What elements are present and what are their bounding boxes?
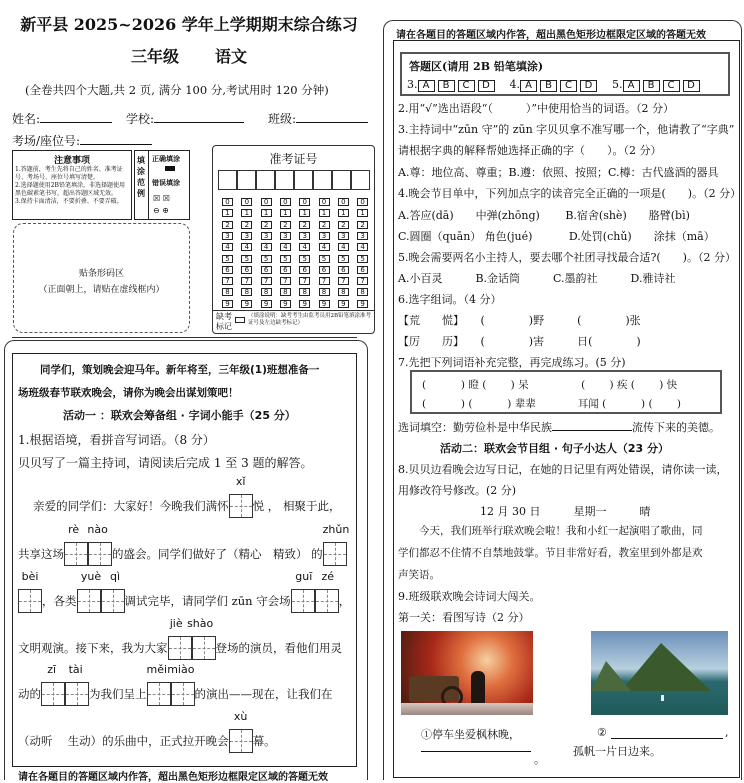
question-1: 1.根据语境，看拼音写词语。（8 分） bbox=[18, 433, 215, 447]
notice-item: 2.选择题使用2B铅笔填涂，非选择题使用黑色碳素笔书写，超出答题区域无效。 bbox=[15, 182, 125, 197]
pinyin-label bbox=[147, 663, 195, 676]
digit-bubble-0[interactable]: 0 bbox=[319, 198, 330, 206]
wrong-fill-marks: ☒ ☒ ⊖ ⊕ bbox=[153, 194, 170, 215]
question-line: C.圆圈（quān） 角色(jué) D.处罚(chǔ) 涂抹（mā） bbox=[398, 230, 715, 243]
digit-bubble-7[interactable]: 7 bbox=[280, 277, 291, 285]
exam-id-digit-input[interactable] bbox=[256, 170, 275, 190]
option-bubble-A[interactable]: A bbox=[623, 80, 640, 92]
pinyin-writing-boxes[interactable] bbox=[18, 570, 42, 613]
notice-title: 注意事项 bbox=[53, 156, 90, 166]
digit-bubble-1[interactable]: 1 bbox=[241, 209, 252, 217]
digit-bubble-9[interactable]: 9 bbox=[319, 300, 330, 308]
pinyin-writing-boxes[interactable] bbox=[291, 570, 339, 613]
exam-info: (全卷共四个大题,共 2 页, 满分 100 分,考试用时 120 分钟) bbox=[25, 83, 329, 97]
passage-line bbox=[18, 523, 350, 566]
question-line: 7.先把下列词语补充完整，再完成练习。(5 分) bbox=[398, 356, 626, 369]
pinyin: jiè bbox=[169, 617, 183, 630]
seat-label: 考场/座位号: bbox=[12, 134, 81, 148]
digit-bubble-2[interactable]: 2 bbox=[241, 221, 252, 229]
pinyin-label bbox=[322, 523, 350, 536]
exam-id-digit-input[interactable] bbox=[313, 170, 332, 190]
activity-one-heading: 活动一 ：联欢会筹备组 · 字词小能手（25 分） bbox=[63, 409, 296, 422]
pinyin: xù bbox=[233, 710, 248, 723]
option-bubble-A[interactable]: A bbox=[520, 80, 537, 92]
exam-id-title: 准考证号 bbox=[269, 152, 318, 166]
character-box[interactable] bbox=[291, 589, 315, 613]
passage-line bbox=[18, 570, 351, 613]
question-9-part-1: 第一关：看图写诗（2 分） bbox=[398, 611, 530, 624]
fill-suffix: 流传下来的美德。 bbox=[632, 421, 720, 434]
digit-bubble-4[interactable]: 4 bbox=[280, 243, 291, 251]
digit-bubble-8[interactable]: 8 bbox=[299, 288, 310, 296]
answer-sheet-title: 答题区(请用 2B 铅笔填涂) bbox=[409, 60, 544, 73]
character-box[interactable] bbox=[229, 494, 253, 518]
correct-fill-mark bbox=[165, 166, 175, 171]
digit-bubble-3[interactable]: 3 bbox=[280, 232, 291, 240]
digit-bubble-4[interactable]: 4 bbox=[338, 243, 349, 251]
correct-fill-label: 正确填涂 bbox=[152, 154, 180, 163]
pinyin-writing-boxes[interactable] bbox=[41, 663, 89, 706]
option-bubble-B[interactable]: B bbox=[438, 80, 455, 92]
digit-bubble-7[interactable]: 7 bbox=[299, 277, 310, 285]
character-box[interactable] bbox=[229, 729, 253, 753]
pinyin-label bbox=[77, 570, 125, 583]
exam-id-digit-input[interactable] bbox=[351, 170, 370, 190]
question-line: 【厉 历】 ( )害 日( ) bbox=[398, 335, 641, 348]
pinyin: shào bbox=[187, 617, 214, 630]
passage-text: 文明观演。接下来，我为大家 bbox=[18, 641, 168, 655]
character-box[interactable] bbox=[101, 589, 125, 613]
pinyin-writing-boxes[interactable] bbox=[77, 570, 125, 613]
digit-bubble-9[interactable]: 9 bbox=[241, 300, 252, 308]
digit-bubble-7[interactable]: 7 bbox=[319, 277, 330, 285]
idiom-box bbox=[410, 370, 722, 414]
digit-bubble-5[interactable]: 5 bbox=[319, 255, 330, 263]
pinyin: rè bbox=[68, 523, 80, 536]
diary-line: 今天，我们班举行联欢晚会啦！我和小红一起演唱了歌曲，同 bbox=[398, 525, 703, 537]
poem-2-number: ② bbox=[597, 726, 607, 739]
absent-label: 缺考标记 bbox=[216, 312, 232, 331]
option-bubble-B[interactable]: B bbox=[643, 80, 660, 92]
pinyin-writing-boxes[interactable] bbox=[322, 523, 350, 566]
poem-2-blank[interactable] bbox=[611, 738, 723, 739]
digit-bubble-6[interactable]: 6 bbox=[222, 266, 233, 274]
digit-bubble-7[interactable]: 7 bbox=[241, 277, 252, 285]
question-line: 3.主持词中“zūn 守”的 zūn 字贝贝拿不准写哪一个，他请教了“字典” bbox=[398, 123, 735, 136]
digit-bubble-9[interactable]: 9 bbox=[280, 300, 291, 308]
exam-id-digit-input[interactable] bbox=[294, 170, 313, 190]
answer-row bbox=[510, 78, 601, 92]
digit-bubble-1[interactable]: 1 bbox=[222, 209, 233, 217]
left-footer-notice: 请在各题目的答题区域内作答，超出黑色矩形边框限定区域的答题无效 bbox=[18, 772, 328, 783]
question-line: A.尊：地位高、尊重；B.遵：依照、按照；C.樽：古代盛酒的器具 bbox=[398, 166, 719, 179]
question-8-cont: 用修改符号修改。(2 分) bbox=[398, 484, 517, 497]
digit-bubble-4[interactable]: 4 bbox=[241, 243, 252, 251]
digit-bubble-2[interactable]: 2 bbox=[299, 221, 310, 229]
digit-bubble-5[interactable]: 5 bbox=[261, 255, 272, 263]
notice-item: 3.保持卡面清洁，不要折叠、不要弄破。 bbox=[15, 198, 123, 205]
digit-bubble-5[interactable]: 5 bbox=[299, 255, 310, 263]
grade: 三年级 bbox=[130, 47, 179, 66]
pinyin-label bbox=[291, 570, 339, 583]
character-box[interactable] bbox=[64, 542, 88, 566]
fill-blank[interactable] bbox=[552, 418, 632, 431]
passage-line bbox=[18, 663, 333, 706]
digit-bubble-4[interactable]: 4 bbox=[222, 243, 233, 251]
question-8: 8.贝贝边看晚会边写日记，在她的日记里有两处错误，请你读一读， bbox=[398, 463, 728, 476]
fill-example-box bbox=[134, 150, 190, 220]
diary-line: 声笑语。 bbox=[398, 569, 440, 581]
digit-bubble-5[interactable]: 5 bbox=[280, 255, 291, 263]
digit-bubble-2[interactable]: 2 bbox=[338, 221, 349, 229]
fill-example-label: 填涂范例 bbox=[135, 151, 149, 219]
passage-line bbox=[18, 475, 341, 518]
digit-bubble-5[interactable]: 5 bbox=[222, 255, 233, 263]
character-box[interactable] bbox=[315, 589, 339, 613]
digit-bubble-8[interactable]: 8 bbox=[319, 288, 330, 296]
digit-bubble-3[interactable]: 3 bbox=[261, 232, 272, 240]
name-label: 姓名: bbox=[12, 112, 41, 126]
idiom-row: ( ) 瞪 ( ) 呆 ( ) 疾 ( ) 快 bbox=[422, 379, 678, 391]
digit-bubble-0[interactable]: 0 bbox=[338, 198, 349, 206]
character-box[interactable] bbox=[168, 636, 192, 660]
digit-bubble-6[interactable]: 6 bbox=[357, 266, 368, 274]
character-box[interactable] bbox=[77, 589, 101, 613]
digit-bubble-8[interactable]: 8 bbox=[222, 288, 233, 296]
digit-bubble-4[interactable]: 4 bbox=[319, 243, 330, 251]
digit-bubble-1[interactable]: 1 bbox=[261, 209, 272, 217]
diary-line: 学们都忍不住情不自禁地鼓掌。节目非常好看，教室里到外都是欢 bbox=[398, 547, 703, 559]
option-bubble-C[interactable]: C bbox=[458, 80, 475, 92]
maple-forest-cart-image bbox=[401, 631, 533, 715]
digit-bubble-0[interactable]: 0 bbox=[280, 198, 291, 206]
digit-bubble-9[interactable]: 9 bbox=[222, 300, 233, 308]
name-field[interactable] bbox=[12, 110, 112, 127]
passage-line bbox=[18, 710, 276, 753]
character-box[interactable] bbox=[41, 682, 65, 706]
wrong-fill-label: 错误填涂 bbox=[152, 178, 180, 187]
pinyin-writing-boxes[interactable] bbox=[229, 710, 253, 753]
barcode-note: （正面朝上，请贴在虚线框内） bbox=[38, 285, 165, 295]
answer-question-number: 3. bbox=[407, 78, 418, 91]
grade-subject bbox=[0, 44, 378, 67]
diary-date: 12 月 30 日 星期一 晴 bbox=[480, 505, 651, 518]
digit-bubble-5[interactable]: 5 bbox=[357, 255, 368, 263]
idiom-row: ( ) ( ) 辈辈 耳闻 ( ) ( ) bbox=[422, 398, 681, 410]
class-label: 班级: bbox=[268, 112, 297, 126]
pinyin: zé bbox=[321, 570, 335, 583]
digit-bubble-3[interactable]: 3 bbox=[222, 232, 233, 240]
poem-1-line-1: ①停车坐爱枫林晚， bbox=[421, 728, 520, 741]
question-line: A.小百灵 B.金话筒 C.墨韵社 D.雅诗社 bbox=[398, 272, 676, 285]
seat-field[interactable] bbox=[12, 132, 152, 149]
answer-row bbox=[612, 78, 703, 92]
intro-line: 同学们，策划晚会迎马年。新年将至，三年级(1)班想准备一 bbox=[40, 364, 320, 376]
answer-sheet-box bbox=[400, 52, 730, 96]
question-line: 【荒 慌】 ( )野 ( )张 bbox=[398, 314, 641, 327]
exam-id-digit-input[interactable] bbox=[237, 170, 256, 190]
question-line: 请根据字典的解释帮她选择正确的字（ ）。（2 分） bbox=[398, 144, 662, 157]
pinyin-writing-boxes[interactable] bbox=[64, 523, 112, 566]
question-9: 9.班级联欢晚会诗词大闯关。 bbox=[398, 590, 541, 603]
passage-text: 的盛会。同学们做好了（精心 精致） 的 bbox=[112, 547, 323, 561]
character-box[interactable] bbox=[147, 682, 171, 706]
question-line: 5.晚会需要两名小主持人，要去哪个社团寻找最合适?( )。（2 分） bbox=[398, 251, 736, 264]
digit-bubble-6[interactable]: 6 bbox=[338, 266, 349, 274]
digit-bubble-1[interactable]: 1 bbox=[338, 209, 349, 217]
pinyin-writing-boxes[interactable] bbox=[146, 663, 195, 706]
option-bubble-A[interactable]: A bbox=[418, 80, 435, 92]
passage-text: 共享这场 bbox=[18, 547, 64, 561]
character-box[interactable] bbox=[88, 542, 112, 566]
digit-bubble-6[interactable]: 6 bbox=[280, 266, 291, 274]
pinyin: yuè bbox=[80, 570, 102, 583]
passage-text: 的演出——现在，让我们在 bbox=[194, 687, 333, 701]
digit-bubble-7[interactable]: 7 bbox=[222, 277, 233, 285]
digit-bubble-2[interactable]: 2 bbox=[280, 221, 291, 229]
pinyin: qì bbox=[110, 570, 121, 583]
option-bubble-D[interactable]: D bbox=[478, 80, 495, 92]
pinyin-label bbox=[41, 663, 89, 676]
character-box[interactable] bbox=[18, 589, 42, 613]
option-bubble-B[interactable]: B bbox=[540, 80, 557, 92]
pinyin: měi bbox=[146, 663, 168, 676]
character-box[interactable] bbox=[171, 682, 195, 706]
digit-bubble-4[interactable]: 4 bbox=[299, 243, 310, 251]
digit-bubble-1[interactable]: 1 bbox=[299, 209, 310, 217]
exam-id-digit-input[interactable] bbox=[218, 170, 237, 190]
digit-bubble-2[interactable]: 2 bbox=[357, 221, 368, 229]
exam-id-digit-input[interactable] bbox=[275, 170, 294, 190]
pinyin-label bbox=[229, 710, 253, 723]
exam-title: 新平县 2025~2026 学年上学期期末综合练习 bbox=[20, 15, 358, 34]
pinyin: miào bbox=[167, 663, 195, 676]
passage-text: 幕。 bbox=[252, 734, 276, 748]
digit-bubble-3[interactable]: 3 bbox=[338, 232, 349, 240]
intro-line: 场班级春节联欢晚会，请你为晚会出谋划策吧！ bbox=[18, 387, 239, 399]
digit-bubble-3[interactable]: 3 bbox=[299, 232, 310, 240]
notice-box bbox=[12, 150, 132, 220]
passage-text: 为我们呈上 bbox=[89, 687, 147, 701]
pinyin: guī bbox=[295, 570, 313, 583]
question-line: 2.用“√”选出语段“（ ）”中使用恰当的词语。（2 分） bbox=[398, 102, 674, 115]
digit-bubble-8[interactable]: 8 bbox=[261, 288, 272, 296]
class-field[interactable] bbox=[268, 110, 368, 127]
pinyin-label bbox=[18, 570, 42, 583]
option-bubble-C[interactable]: C bbox=[663, 80, 680, 92]
digit-bubble-1[interactable]: 1 bbox=[319, 209, 330, 217]
digit-bubble-7[interactable]: 7 bbox=[338, 277, 349, 285]
character-box[interactable] bbox=[323, 542, 347, 566]
question-line: 4.晚会节目单中，下列加点字的读音完全正确的一项是( )。（2 分） bbox=[398, 187, 742, 200]
digit-bubble-9[interactable]: 9 bbox=[299, 300, 310, 308]
character-box[interactable] bbox=[192, 636, 216, 660]
digit-bubble-8[interactable]: 8 bbox=[280, 288, 291, 296]
digit-bubble-8[interactable]: 8 bbox=[338, 288, 349, 296]
pinyin-label bbox=[168, 617, 216, 630]
digit-bubble-8[interactable]: 8 bbox=[241, 288, 252, 296]
digit-bubble-1[interactable]: 1 bbox=[280, 209, 291, 217]
option-bubble-C[interactable]: C bbox=[560, 80, 577, 92]
digit-bubble-3[interactable]: 3 bbox=[241, 232, 252, 240]
digit-bubble-4[interactable]: 4 bbox=[261, 243, 272, 251]
passage-text: ， bbox=[338, 594, 351, 608]
river-mountain-sail-image bbox=[591, 631, 728, 715]
digit-bubble-5[interactable]: 5 bbox=[241, 255, 252, 263]
digit-bubble-0[interactable]: 0 bbox=[357, 198, 368, 206]
digit-bubble-0[interactable]: 0 bbox=[241, 198, 252, 206]
digit-bubble-2[interactable]: 2 bbox=[222, 221, 233, 229]
pinyin: nào bbox=[87, 523, 108, 536]
fill-word-question bbox=[398, 418, 720, 435]
answer-question-number: 4. bbox=[509, 78, 520, 91]
pinyin-label bbox=[229, 475, 253, 488]
poem-2-line-2: 孤帆一片日边来。 bbox=[573, 745, 661, 758]
question-1-note: 贝贝写了一篇主持词，请阅读后完成 1 至 3 题的解答。 bbox=[18, 456, 313, 470]
pinyin: zhǔn bbox=[322, 523, 350, 536]
right-header-notice: 请在各题目的答题区域内作答，超出黑色矩形边框限定区域的答题无效 bbox=[396, 30, 706, 41]
barcode-title: 贴条形码区 bbox=[78, 269, 124, 279]
pinyin-writing-boxes[interactable] bbox=[229, 475, 253, 518]
digit-bubble-3[interactable]: 3 bbox=[357, 232, 368, 240]
option-bubble-D[interactable]: D bbox=[580, 80, 597, 92]
question-line: 6.选字组词。（4 分） bbox=[398, 293, 502, 306]
barcode-area bbox=[13, 223, 190, 333]
exam-id-box bbox=[212, 145, 375, 334]
passage-text: 悦 ， 相聚于此， bbox=[252, 499, 341, 513]
passage-text: 亲爱的同学们：大家好！今晚我们满怀 bbox=[18, 499, 229, 513]
digit-bubble-9[interactable]: 9 bbox=[357, 300, 368, 308]
digit-bubble-6[interactable]: 6 bbox=[319, 266, 330, 274]
answer-row bbox=[407, 78, 498, 92]
digit-bubble-8[interactable]: 8 bbox=[357, 288, 368, 296]
passage-text: 动的 bbox=[18, 687, 41, 701]
exam-id-digit-input[interactable] bbox=[332, 170, 351, 190]
pinyin: zī bbox=[47, 663, 57, 676]
school-field[interactable] bbox=[126, 110, 244, 127]
notice-item: 1.答题前，考生先将自己的姓名、准考证号、考场号、座位号填写清楚。 bbox=[15, 166, 123, 181]
fill-prefix: 选词填空：勤劳俭朴是中华民族 bbox=[398, 421, 552, 434]
digit-bubble-9[interactable]: 9 bbox=[261, 300, 272, 308]
digit-bubble-6[interactable]: 6 bbox=[299, 266, 310, 274]
digit-bubble-0[interactable]: 0 bbox=[299, 198, 310, 206]
digit-bubble-0[interactable]: 0 bbox=[261, 198, 272, 206]
poem-1-blank[interactable] bbox=[421, 751, 531, 752]
passage-text: ，各类 bbox=[42, 594, 77, 608]
character-box[interactable] bbox=[65, 682, 89, 706]
digit-bubble-2[interactable]: 2 bbox=[261, 221, 272, 229]
pinyin: tài bbox=[68, 663, 83, 676]
school-label: 学校: bbox=[126, 112, 155, 126]
absent-note: （填涂说明：缺考考生由监考员用2B铅笔填涂准考证号及左边缺考标记） bbox=[248, 313, 372, 326]
digit-bubble-0[interactable]: 0 bbox=[222, 198, 233, 206]
answer-question-number: 5. bbox=[612, 78, 623, 91]
passage-text: 调试完毕，请同学们 zūn 守会场 bbox=[124, 594, 291, 608]
digit-bubble-9[interactable]: 9 bbox=[338, 300, 349, 308]
passage-text: 登场的演员，看他们用灵 bbox=[215, 641, 342, 655]
question-line: A.答应(dā) 中弹(zhōng) B.宿舍(shè) 胳臂(bì) bbox=[398, 209, 690, 222]
digit-bubble-4[interactable]: 4 bbox=[357, 243, 368, 251]
digit-bubble-6[interactable]: 6 bbox=[241, 266, 252, 274]
digit-bubble-7[interactable]: 7 bbox=[357, 277, 368, 285]
pinyin: xǐ bbox=[235, 475, 246, 488]
digit-bubble-7[interactable]: 7 bbox=[261, 277, 272, 285]
pinyin-label bbox=[64, 523, 112, 536]
digit-bubble-5[interactable]: 5 bbox=[338, 255, 349, 263]
passage-text: （动听 生动）的乐曲中，正式拉开晚会 bbox=[18, 734, 229, 748]
pinyin-writing-boxes[interactable] bbox=[168, 617, 216, 660]
passage-line bbox=[18, 617, 342, 660]
pinyin: bèi bbox=[21, 570, 39, 583]
absent-checkbox[interactable] bbox=[235, 317, 245, 323]
subject: 语文 bbox=[215, 47, 248, 66]
digit-bubble-2[interactable]: 2 bbox=[319, 221, 330, 229]
digit-bubble-6[interactable]: 6 bbox=[261, 266, 272, 274]
digit-bubble-1[interactable]: 1 bbox=[357, 209, 368, 217]
digit-bubble-3[interactable]: 3 bbox=[319, 232, 330, 240]
activity-two-heading: 活动二：联欢会节目组 · 句子小达人（23 分） bbox=[440, 442, 669, 455]
option-bubble-D[interactable]: D bbox=[683, 80, 700, 92]
